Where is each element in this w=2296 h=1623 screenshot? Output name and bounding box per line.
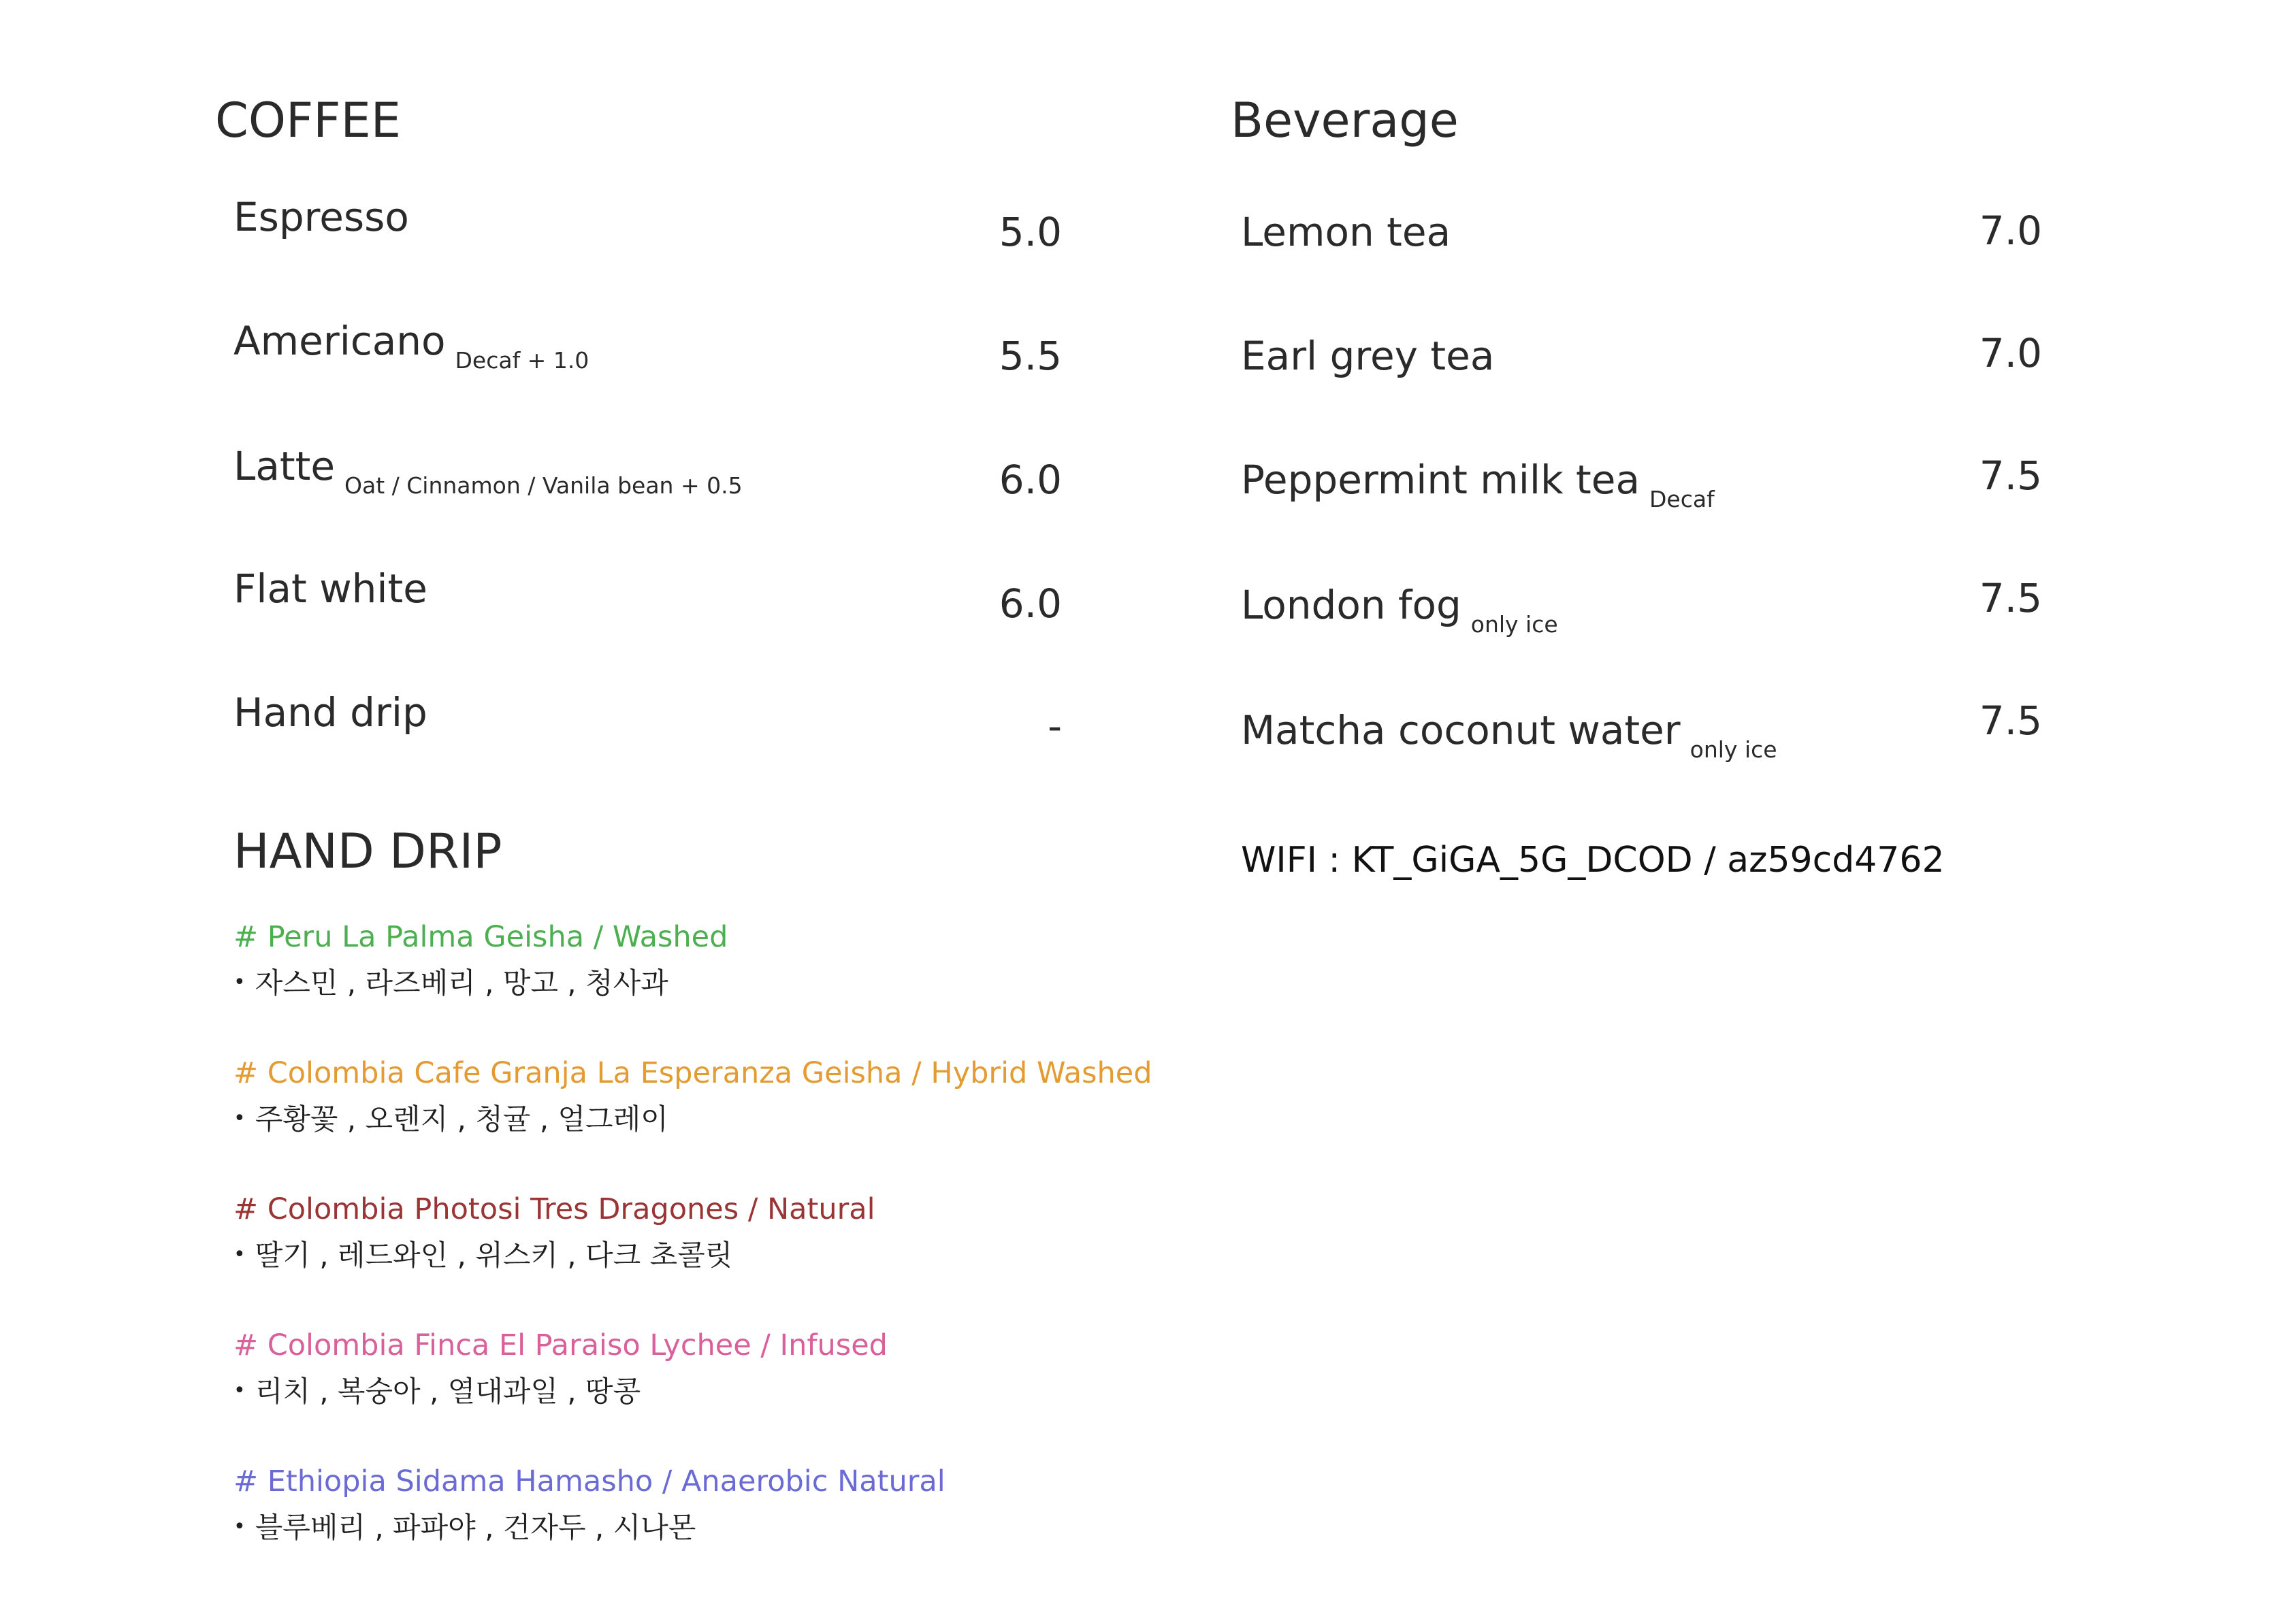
tasting-notes-text: 리치 , 복숭아 , 열대과일 , 땅콩 [255, 1375, 641, 1408]
menu-item-note: Oat / Cinnamon / Vanila bean + 0.5 [344, 472, 743, 499]
beverage-section-title: Beverage [1231, 93, 1459, 148]
menu-item-price: 7.5 [1979, 453, 2042, 499]
bean-title: # Colombia Photosi Tres Dragones / Natural [233, 1192, 875, 1226]
bullet-icon: • [233, 1106, 246, 1130]
menu-item-espresso [233, 194, 409, 240]
menu-item-lemon-tea [1241, 209, 1451, 255]
menu-item-price: 5.5 [999, 333, 1062, 379]
menu-item-name: Americano [233, 318, 446, 364]
menu-item-price: 5.0 [999, 209, 1062, 255]
menu-item-price: 7.0 [1979, 208, 2042, 254]
bean-tasting-notes [233, 1513, 696, 1542]
menu-item-name: Peppermint milk tea [1241, 457, 1640, 503]
menu-item-name: London fog [1241, 582, 1461, 628]
menu-item-london-fog [1241, 582, 1558, 638]
bean-title: # Colombia Finca El Paraiso Lychee / Infused [233, 1328, 888, 1362]
wifi-info: WIFI : KT_GiGA_5G_DCOD / az59cd4762 [1241, 840, 1945, 881]
bean-tasting-notes [233, 1241, 732, 1270]
menu-item-name: Flat white [233, 565, 427, 612]
menu-item-americano [233, 318, 589, 374]
menu-item-name: Matcha coconut water [1241, 707, 1681, 753]
menu-item-price: 7.5 [1979, 575, 2042, 621]
menu-item-note: only ice [1470, 611, 1558, 638]
bullet-icon: • [233, 970, 246, 994]
menu-item-price: 7.5 [1979, 698, 2042, 744]
coffee-section-title: COFFEE [215, 93, 401, 148]
tasting-notes-text: 자스민 , 라즈베리 , 망고 , 청사과 [255, 966, 668, 1000]
menu-item-hand-drip [233, 689, 427, 736]
menu-item-earl-grey-tea [1241, 333, 1495, 379]
menu-item-name: Espresso [233, 194, 409, 240]
menu-item-price: - [1048, 703, 1062, 749]
bean-tasting-notes [233, 1102, 668, 1136]
bean-title: # Colombia Cafe Granja La Esperanza Geisha / Hybrid Washed [233, 1056, 1152, 1090]
bean-tasting-notes [233, 1377, 641, 1406]
menu-item-price: 6.0 [999, 457, 1062, 503]
tasting-notes-text: 블루베리 , 파파야 , 건자두 , 시나몬 [255, 1511, 696, 1544]
menu-item-price: 7.0 [1979, 330, 2042, 376]
hand-drip-section-title: HAND DRIP [233, 823, 502, 879]
menu-item-name: Lemon tea [1241, 209, 1451, 255]
menu-item-note: Decaf + 1.0 [455, 347, 589, 374]
menu-item-peppermint-milk-tea [1241, 457, 1715, 512]
bullet-icon: • [233, 1515, 246, 1539]
menu-item-latte [233, 443, 743, 499]
bean-title: # Peru La Palma Geisha / Washed [233, 920, 728, 954]
bullet-icon: • [233, 1243, 246, 1266]
bean-title: # Ethiopia Sidama Hamasho / Anaerobic Natural [233, 1464, 945, 1498]
menu-item-name: Hand drip [233, 689, 427, 736]
menu-item-price: 6.0 [999, 580, 1062, 627]
menu-item-matcha-coconut-water [1241, 707, 1777, 763]
menu-item-note: only ice [1689, 736, 1777, 763]
menu-item-name: Earl grey tea [1241, 333, 1495, 379]
bean-tasting-notes [233, 966, 668, 1000]
tasting-notes-text: 딸기 , 레드와인 , 위스키 , 다크 초콜릿 [255, 1239, 733, 1272]
menu-item-note: Decaf [1649, 486, 1715, 512]
tasting-notes-text: 주황꽃 , 오렌지 , 청귤 , 얼그레이 [255, 1102, 668, 1136]
bullet-icon: • [233, 1379, 246, 1403]
menu-item-flat-white [233, 565, 427, 612]
menu-item-name: Latte [233, 443, 336, 489]
